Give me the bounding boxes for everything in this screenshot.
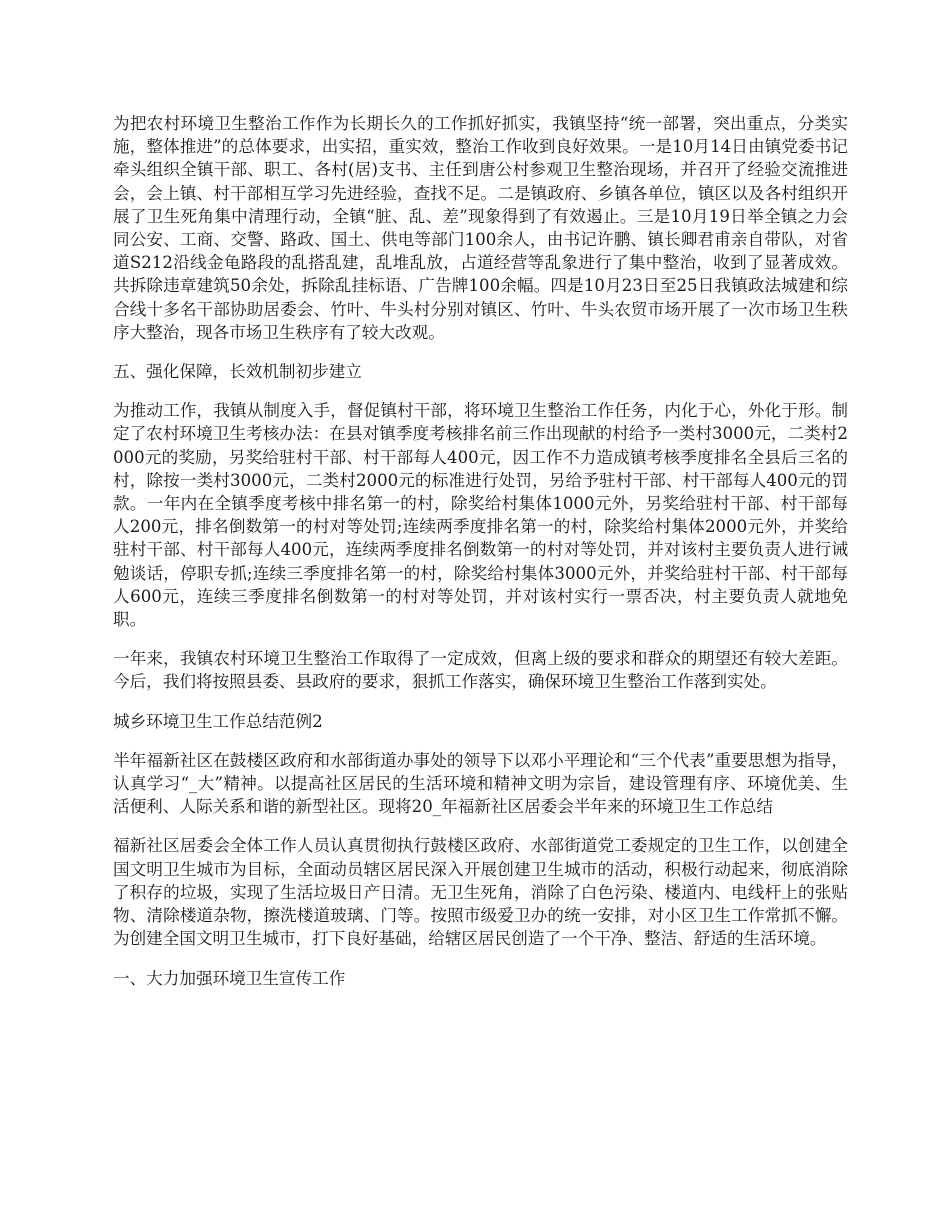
paragraph-assessment-rules: 为推动工作，我镇从制度入手，督促镇村干部，将环境卫生整治工作任务，内化于心，外化于形。制定了农村环境卫生考核办法：在县对镇季度考核排名前三作出现献的村给予一类村3000元，二类村2000元的奖励，另奖给驻村干部、村干部每人400元，因工作不力造成镇考核季度排名全县后三名的村，除按一类村3000元，二类村2000元的标准进行处罚，另给予驻村干部、村干部每人400元的罚款。一年内在全镇季度考核中排名第一的村，除奖给村集体1000元外，另奖给驻村干部、村干部每人200元，排名倒数第一的村对等处罚;连续两季度排名第一的村，除奖给村集体2000元外，并奖给驻村干部、村干部每人400元，连续两季度排名倒数第一的村对等处罚，并对该村主要负责人进行诫勉谈话，停职专抓;连续三季度排名第一的村，除奖给村集体3000元外，并奖给驻村干部、村干部每人600元，连续三季度排名倒数第一的村对等处罚，并对该村实行一票否决，村主要负责人就地免职。 [113, 401, 848, 630]
paragraph-year-summary: 一年来，我镇农村环境卫生整治工作取得了一定成效，但离上级的要求和群众的期望还有较大差距。今后，我们将按照县委、县政府的要求，狠抓工作落实，确保环境卫生整治工作落到实处。 [113, 649, 848, 692]
paragraph-rural-sanitation-actions: 为把农村环境卫生整治工作作为长期长久的工作抓好抓实，我镇坚持“统一部署，突出重点，分类实施，整体推进”的总体要求，出实招，重实效，整治工作收到良好效果。一是10月14日由镇党委书记牵头组织全镇干部、职工、各村(居)支书、主任到唐公村参观卫生整治现场，并召开了经验交流推进会，会上镇、村干部相互学习先进经验，查找不足。二是镇政府、乡镇各单位，镇区以及各村组织开展了卫生死角集中清理行动，全镇“脏、乱、差”现象得到了有效遏止。三是10月19日举全镇之力会同公安、工商、交警、路政、国土、供电等部门100余人，由书记许鹏、镇长卿君甫亲自带队，对省道S212沿线金龟路段的乱搭乱建，乱堆乱放，占道经营等乱象进行了集中整治，收到了显著成效。共拆除违章建筑50余处，拆除乱挂标语、广告牌100余幅。四是10月23日至25日我镇政法城建和综合线十多名干部协助居委会、竹叶、牛头村分别对镇区、竹叶、牛头农贸市场开展了一次市场卫生秩序大整治，现各市场卫生秩序有了较大改观。 [113, 114, 848, 342]
paragraph-fuxin-intro: 半年福新社区在鼓楼区政府和水部街道办事处的领导下以邓小平理论和“三个代表”重要思想为指导，认真学习“_大”精神。以提高社区居民的生活环境和精神文明为宗旨，建设管理有序、环境优美、生活便利、人际关系和谐的新型社区。现将20_年福新社区居委会半年来的环境卫生工作总结 [113, 750, 848, 817]
section-heading-one: 一、大力加强环境卫生宣传工作 [113, 968, 346, 988]
paragraph-fuxin-work: 福新社区居委会全体工作人员认真贯彻执行鼓楼区政府、水部街道党工委规定的卫生工作，以创建全国文明卫生城市为目标，全面动员辖区居民深入开展创建卫生城市的活动，积极行动起来，彻底消除了积存的垃圾，实现了生活垃圾日产日清。无卫生死角，消除了白色污染、楼道内、电线杆上的张贴物、清除楼道杂物，擦洗楼道玻璃、门等。按照市级爱卫办的统一安排，对小区卫生工作常抓不懈。为创建全国文明卫生城市，打下良好基础，给辖区居民创造了一个干净、整洁、舒适的生活环境。 [113, 836, 848, 949]
document-body [113, 112, 848, 1006]
example-title: 城乡环境卫生工作总结范例2 [113, 711, 323, 731]
section-heading-five: 五、强化保障，长效机制初步建立 [113, 362, 362, 382]
